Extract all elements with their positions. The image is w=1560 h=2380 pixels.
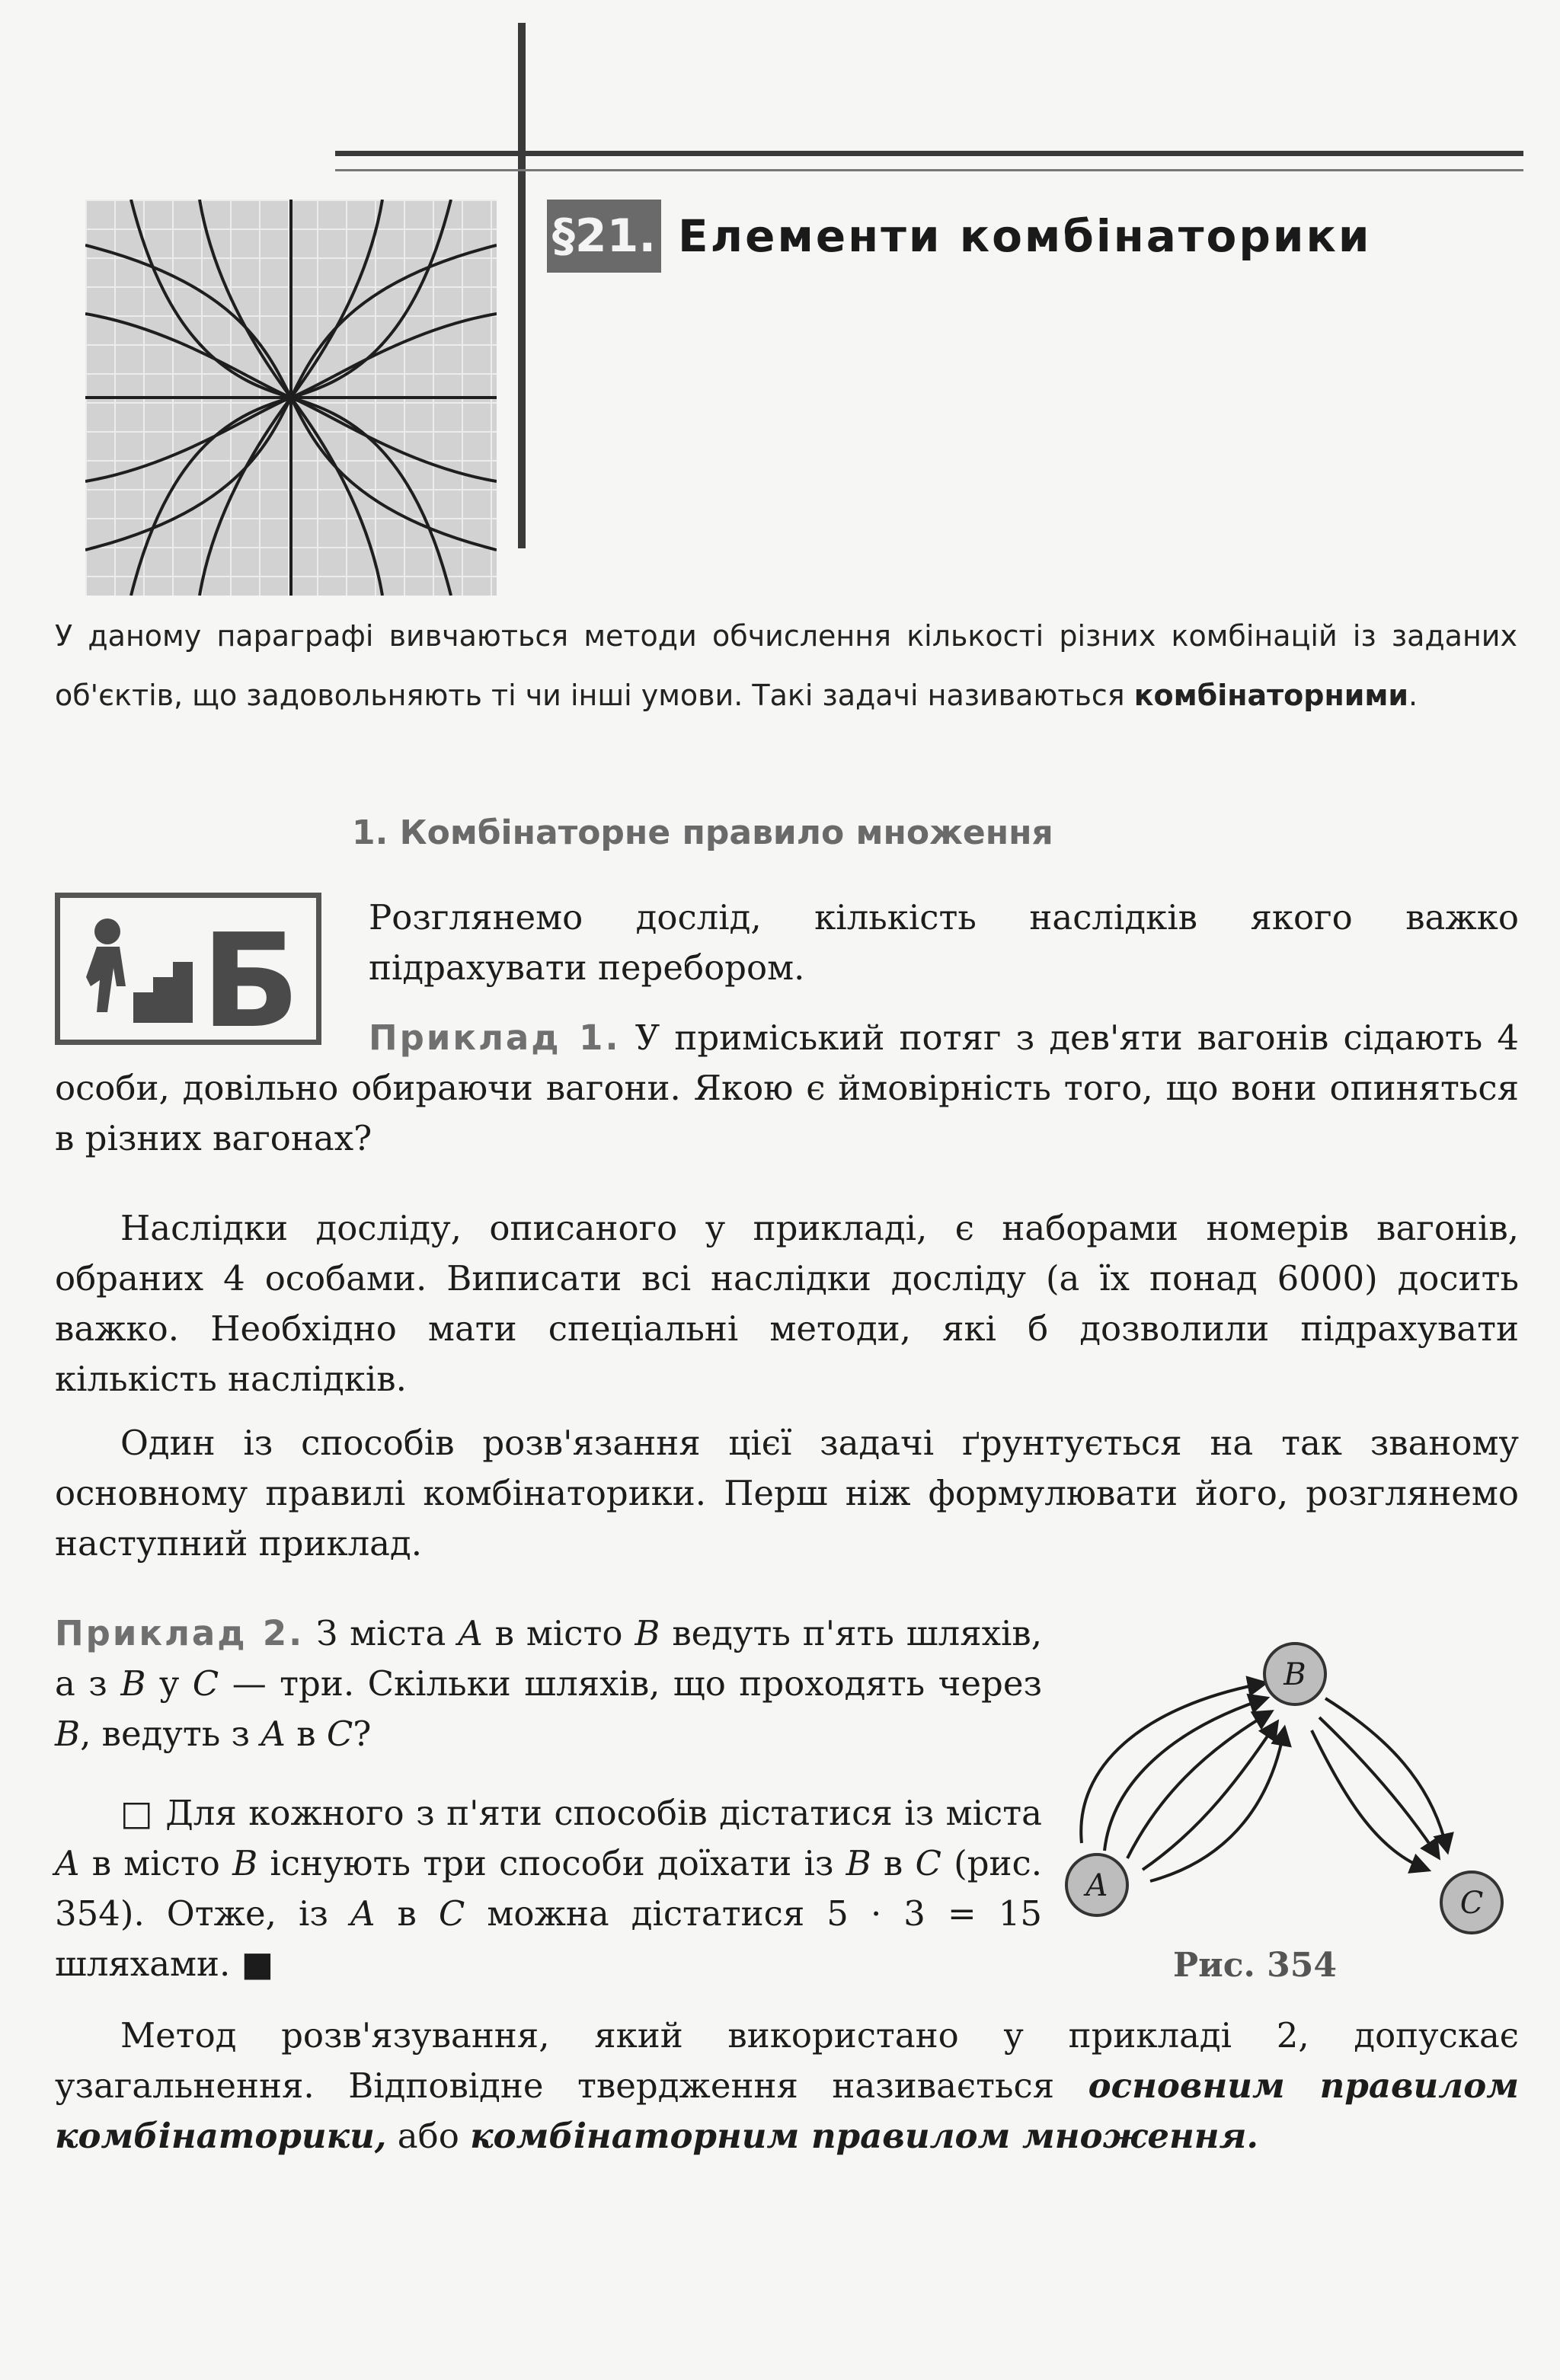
example-2-text: — три. Скільки шляхів, що проходять через — [219, 1663, 1042, 1704]
example-1-label: Приклад 1. — [369, 1017, 621, 1058]
path-a-b-3 — [1127, 1712, 1271, 1858]
example-2-text: ? — [353, 1714, 372, 1754]
example-2-text: в місто — [482, 1613, 635, 1653]
solution-start-mark: □ — [120, 1793, 154, 1833]
paragraph-4-text: Метод розв'язування, який використано у прикладі 2, допускає узагальнення. Відповідне твердження називається — [55, 2015, 1519, 2106]
var-a: A — [350, 1893, 376, 1934]
intro-bold-term: комбінаторними — [1133, 679, 1409, 712]
var-a: A — [55, 1843, 80, 1883]
var-b: B — [120, 1663, 146, 1704]
figure-caption: Рис. 354 — [1173, 1946, 1337, 1985]
header-horizontal-rule-thin — [335, 169, 1523, 171]
var-b: B — [635, 1613, 660, 1653]
header-horizontal-rule — [335, 151, 1523, 156]
var-c: C — [915, 1843, 941, 1883]
node-a — [1066, 1854, 1127, 1915]
solution-text: в — [871, 1843, 916, 1883]
path-b-c-3 — [1312, 1730, 1427, 1870]
term-multiplication-rule: комбінаторним правилом множення. — [470, 2116, 1259, 2156]
path-a-b-4 — [1143, 1723, 1277, 1870]
term-basic-rule: основним правилом комбінаторики, — [55, 2065, 1520, 2156]
example-2-text: , ведуть з — [80, 1714, 261, 1754]
level-letter: Б — [201, 906, 300, 1040]
paragraph-4 — [55, 2011, 1519, 2161]
var-a: A — [261, 1714, 286, 1754]
paragraph-2: Наслідки досліду, описаного у прикладі, є наборами номерів вагонів, обраних 4 особами. Виписати всі наслідки досліду (а їх понад 6000) досить важко. Необхідно мати спеціальні методи, які б дозволили підрахувати кількість наслідків. — [55, 1208, 1519, 1399]
node-c — [1441, 1872, 1502, 1933]
example-2-text: ведуть п'ять шляхів, а з — [55, 1613, 1042, 1704]
node-b-label: B — [1283, 1657, 1306, 1692]
var-a: A — [458, 1613, 483, 1653]
example-2 — [55, 1608, 1042, 1759]
solution-text: в — [375, 1893, 439, 1934]
var-c: C — [438, 1893, 465, 1934]
path-a-b-5 — [1150, 1729, 1284, 1881]
example-2-text: З міста — [304, 1613, 459, 1653]
subsection-heading: 1. Комбінаторне правило множення — [352, 813, 1053, 852]
example-1 — [55, 1013, 1519, 1164]
path-b-c-1 — [1325, 1698, 1447, 1851]
paragraph-1: Розглянемо дослід, кількість наслідків якого важко підрахувати перебором. — [369, 897, 1519, 988]
solution-text: існують три способи доїхати із — [257, 1843, 846, 1883]
header-vertical-rule — [518, 23, 526, 548]
paths-diagram — [1051, 1615, 1508, 1950]
path-a-b-1 — [1081, 1683, 1264, 1843]
solution-text: можна дістатися 5 · 3 = 15 шляхами. — [55, 1893, 1043, 1984]
example-2-solution — [55, 1788, 1042, 1989]
var-b: B — [846, 1843, 871, 1883]
section-title: Елементи комбінаторики — [678, 210, 1372, 262]
var-b: B — [232, 1843, 258, 1883]
hyperbola-curves — [85, 200, 497, 596]
example-2-text: у — [145, 1663, 193, 1704]
solution-end-mark: ■ — [241, 1944, 274, 1984]
node-a-label: A — [1085, 1868, 1108, 1903]
intro-text: У даному параграфі вивчаються методи обчислення кількості різних комбінацій із заданих об'єктів, що задовольняють ті чи інші умови. Такі задачі називаються — [55, 619, 1517, 712]
node-b — [1264, 1644, 1325, 1704]
solution-text: (рис. 354). Отже, із — [55, 1843, 1042, 1934]
var-c: C — [326, 1714, 353, 1754]
solution-text: Для кожного з п'яти способів дістатися із міста — [153, 1793, 1042, 1833]
paragraph-3: Один із способів розв'язання цієї задачі ґрунтується на так званому основному правилі комбінаторики. Перш ніж формулювати його, розглянемо наступний приклад. — [55, 1423, 1519, 1564]
hyperbola-grid-figure — [85, 200, 497, 596]
var-c: C — [192, 1663, 219, 1704]
example-2-text: в — [285, 1714, 327, 1754]
section-number-badge: §21. — [547, 200, 661, 273]
example-2-label: Приклад 2. — [55, 1613, 305, 1653]
example-1-text: У приміський потяг з дев'яти вагонів сідають 4 особи, довільно обираючи вагони. Якою є ймовірність того, що вони опиняться в різних вагонах? — [55, 1017, 1519, 1158]
intro-paragraph — [55, 606, 1517, 725]
intro-text-end: . — [1408, 679, 1418, 712]
var-b: B — [55, 1714, 81, 1754]
paragraph-4-text: або — [386, 2116, 471, 2156]
node-c-label: C — [1459, 1886, 1484, 1921]
path-a-b-2 — [1104, 1698, 1266, 1851]
solution-text: в місто — [79, 1843, 233, 1883]
